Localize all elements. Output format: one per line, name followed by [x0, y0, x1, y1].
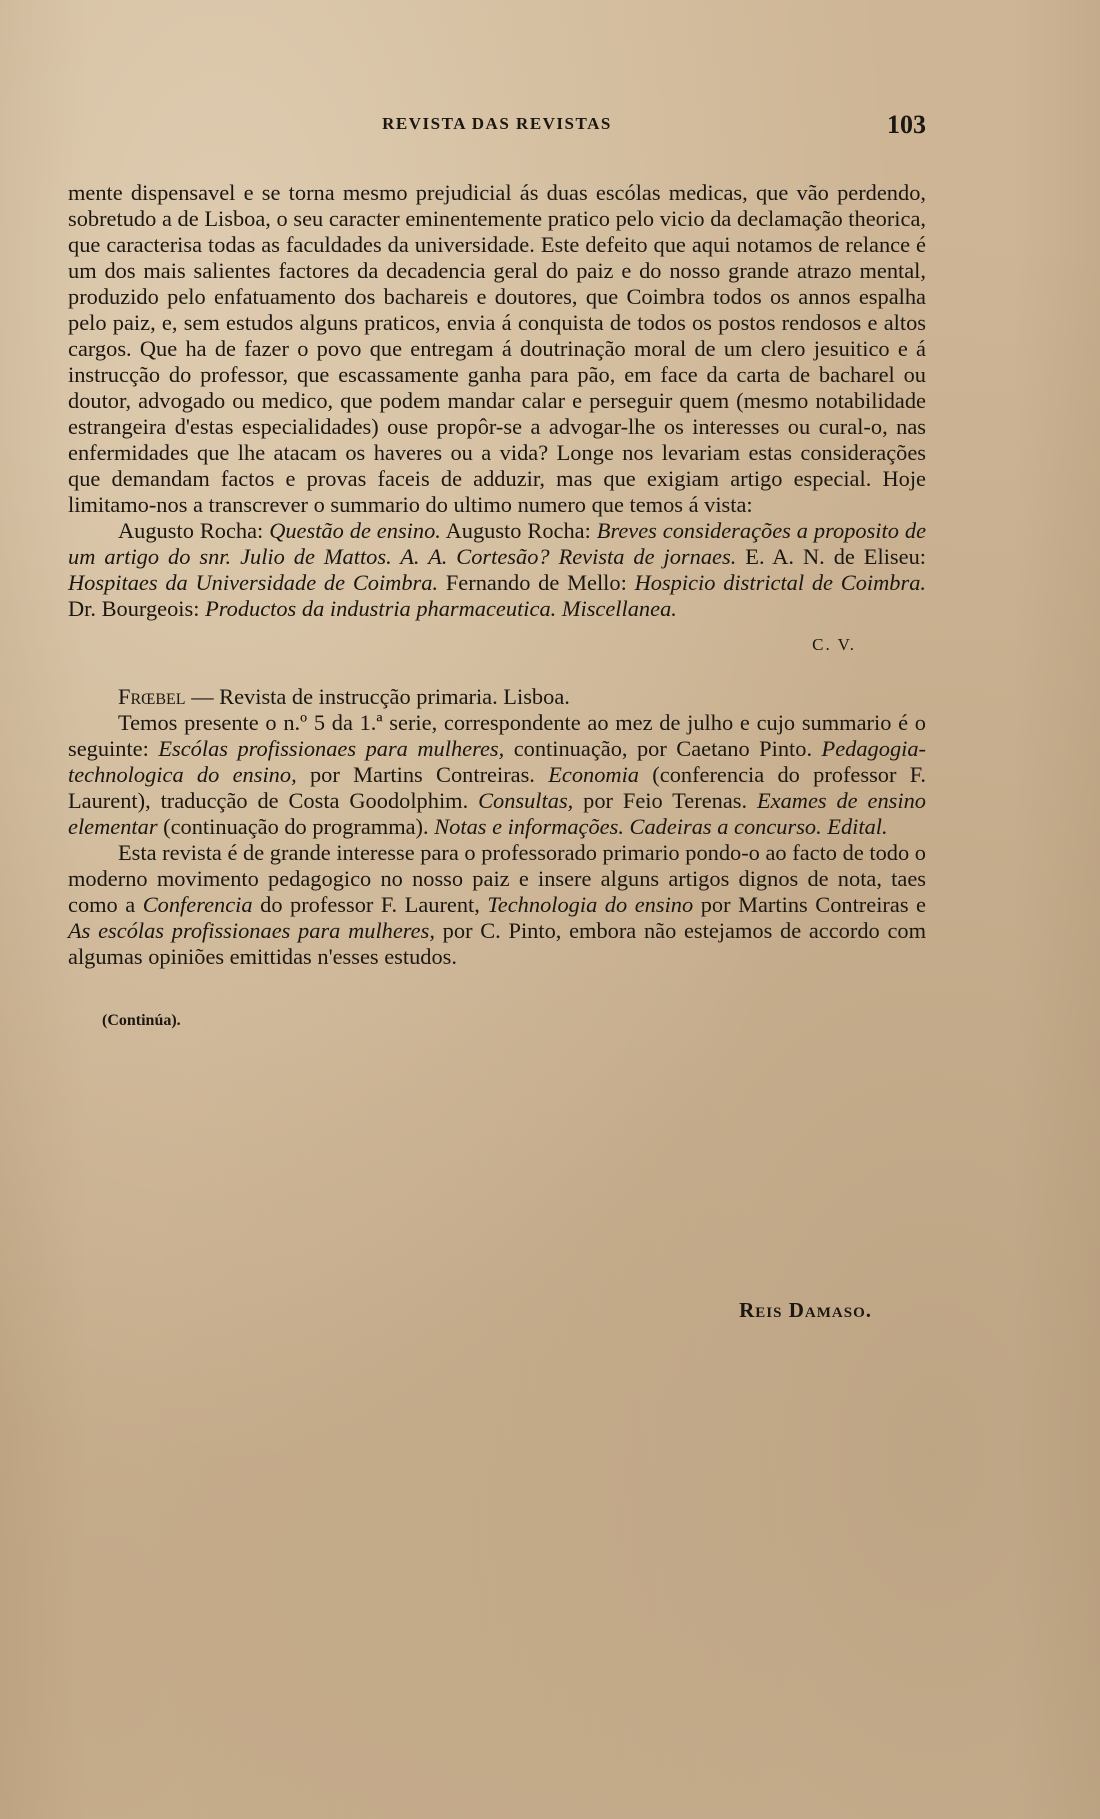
page-number: 103 [887, 110, 926, 139]
summary-title: Exames de ensino elementar [68, 788, 926, 839]
summary-title: Consultas, [478, 788, 574, 813]
summary-title: Escólas profissionaes para mulheres, [158, 736, 505, 761]
commentary-title: Conferencia [142, 892, 253, 917]
commentary-title: As escólas profissionaes para mulheres, [68, 918, 435, 943]
body-text [68, 180, 926, 1034]
summary-note: por Martins Contreiras. [309, 762, 535, 787]
author-signature: Reis Damaso. [739, 1298, 872, 1322]
summary-author: Augusto Rocha: [445, 518, 591, 543]
froebel-commentary [68, 840, 926, 970]
summary-list-medical [68, 518, 926, 622]
summary-note: continuação, por Caetano Pinto. [513, 736, 813, 761]
summary-title: Pedagogia-technologica do ensino, [68, 736, 927, 787]
author-initials: C. V. [812, 635, 856, 654]
summary-author: Fernando de Mello: [445, 570, 627, 595]
summary-title: Hospicio districtal de Coimbra. [634, 570, 926, 595]
summary-note: por Feio Terenas. [583, 788, 748, 813]
summary-title: Productos da industria pharmaceutica. Miscellanea. [205, 596, 677, 621]
froebel-summary [68, 710, 926, 840]
summary-author: E. A. N. de Eliseu: [745, 544, 926, 569]
commentary-text: por C. Pinto, embora não estejamos de accordo com algumas opiniões emittidas n'esses estudos. [68, 918, 926, 969]
summary-author: Augusto Rocha: [118, 518, 264, 543]
summary-title: Breves considerações a proposito de um artigo do snr. Julio de Mattos. A. A. Cortesão? Revista de jornaes. [68, 518, 927, 569]
paragraph-continuation: mente dispensavel e se torna mesmo prejudicial ás duas escólas medicas, que vão perdendo, sobretudo a de Lisboa, o seu caracter eminentemente pratico pelo vicio da declamação theorica, que caracterisa todas as faculdades da universidade. Este defeito que aqui notamos de relance é um dos mais salientes factores da decadencia geral do paiz e do nosso grande atrazo mental, produzido pelo enfatuamento dos bachareis e doutores, que Coimbra todos os annos espalha pelo paiz, e, sem estudos alguns praticos, envia á conquista de todos os postos rendosos e altos cargos. Que ha de fazer o povo que entregam á doutrinação moral de um clero jesuitico e á instrucção do professor, que escassamente ganha para pão, em face da carta de bacharel ou doutor, advogado ou medico, que podem mandar calar e perseguir quem (mesmo notabilidade estrangeira d'estas especialidades) ouse propôr-se a advogar-lhe os interesses ou cural-o, nas enfermidades que lhe atacam os haveres ou a vida? Longe nos levariam estas considerações que demandam factos e provas faceis de adduzir, mas que exigiam artigo especial. Hoje limitamo-nos a transcrever o summario do ultimo numero que temos á vista: [68, 180, 926, 517]
summary-note: (continuação do programma). [163, 814, 429, 839]
summary-title: Questão de ensino. [269, 518, 441, 543]
commentary-text: Esta revista é de grande interesse para o professorado primario pondo-o ao facto de todo o moderno movimento pedagogico no nosso paiz e insere alguns artigos dignos de nota, taes como a [68, 840, 926, 917]
summary-intro: Temos presente o n.º 5 da 1.ª serie, correspondente ao mez de julho e cujo summario é o seguinte: [68, 710, 926, 761]
running-header [68, 110, 926, 144]
summary-author: Dr. Bourgeois: [68, 596, 200, 621]
summary-note: (conferencia do professor F. Laurent), traducção de Costa Goodolphim. [68, 762, 926, 813]
summary-title: Economia [548, 762, 639, 787]
froebel-heading [68, 684, 926, 710]
continued-note: (Continúa). [102, 1012, 181, 1029]
journal-description: — Revista de instrucção primaria. Lisboa. [191, 684, 570, 709]
summary-title: Notas e informações. Cadeiras a concurso. Edital. [434, 814, 888, 839]
journal-name: Frœbel [118, 684, 186, 709]
summary-title: Hospitaes da Universidade de Coimbra. [68, 570, 439, 595]
commentary-title: Technologia do ensino [487, 892, 694, 917]
commentary-text: por Martins Contreiras e [700, 892, 926, 917]
running-title: REVISTA DAS REVISTAS [382, 114, 612, 133]
commentary-text: do professor F. Laurent, [260, 892, 480, 917]
